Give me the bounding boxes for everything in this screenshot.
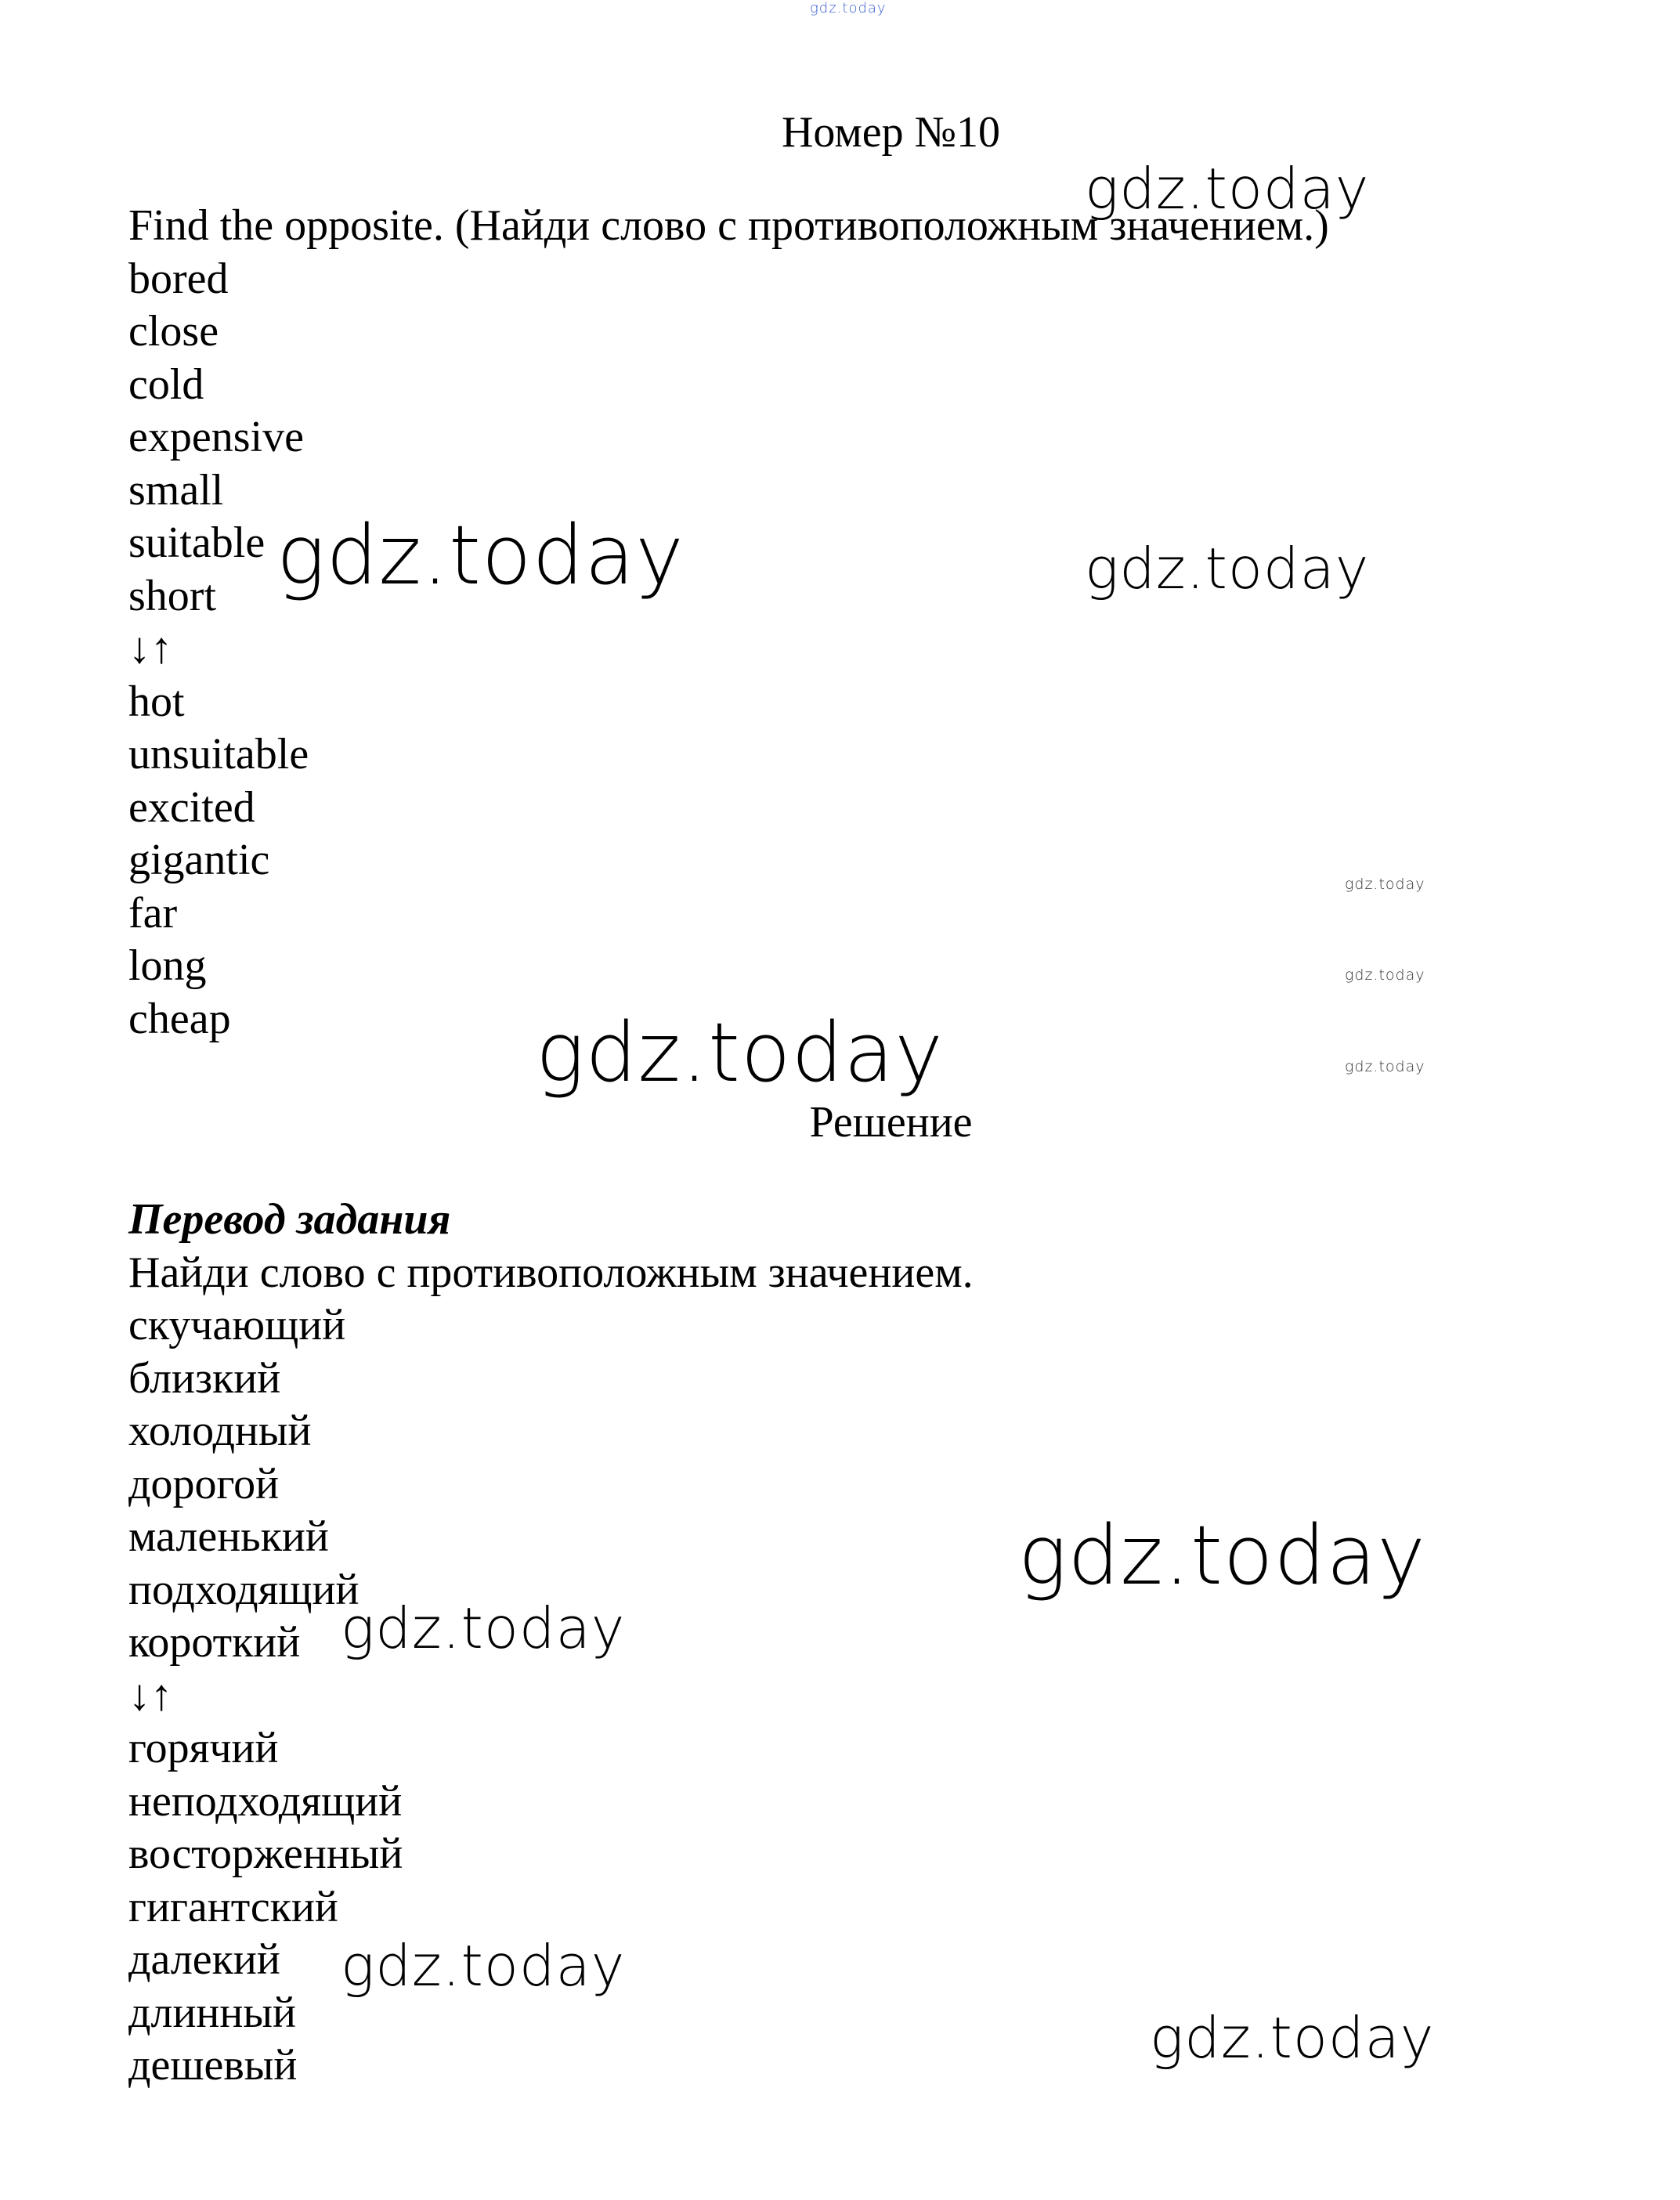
solution-title: Решение bbox=[809, 1098, 973, 1147]
word-item: скучающий bbox=[128, 1301, 346, 1349]
watermark: gdz.today bbox=[341, 1933, 626, 1999]
watermark: gdz.today bbox=[1085, 156, 1370, 222]
opposite-item: восторженный bbox=[128, 1830, 403, 1878]
watermark: gdz.today bbox=[1085, 536, 1370, 601]
opposite-item: unsuitable bbox=[128, 730, 309, 778]
task-block bbox=[128, 200, 1329, 1046]
watermark: gdz.today bbox=[276, 508, 685, 603]
watermark: gdz.today bbox=[1345, 966, 1425, 984]
watermark-top: gdz.today bbox=[810, 0, 887, 16]
opposite-item: gigantic bbox=[128, 836, 270, 884]
opposite-item: excited bbox=[128, 782, 255, 832]
word-item: expensive bbox=[128, 413, 304, 461]
word-item: короткий bbox=[128, 1618, 301, 1667]
opposite-item: гигантский bbox=[128, 1882, 338, 1931]
opposite-item: горячий bbox=[128, 1724, 279, 1772]
opposite-item: long bbox=[128, 941, 207, 990]
word-item: маленький bbox=[128, 1512, 329, 1561]
word-item: short bbox=[128, 571, 216, 620]
task-instruction: Find the opposite. (Найди слово с противоположным значением.) bbox=[128, 201, 1329, 250]
opposite-item: дешевый bbox=[128, 2041, 298, 2090]
watermark: gdz.today bbox=[1345, 876, 1425, 893]
opposite-item: далекий bbox=[128, 1935, 280, 1984]
translation-heading: Перевод задания bbox=[128, 1195, 451, 1244]
word-item: close bbox=[128, 307, 219, 356]
opposite-item: hot bbox=[128, 677, 185, 726]
opposite-item: неподходящий bbox=[128, 1776, 403, 1826]
watermark: gdz.today bbox=[1345, 1058, 1425, 1075]
watermark: gdz.today bbox=[341, 1595, 626, 1661]
word-item: cold bbox=[128, 359, 204, 409]
page-title: Номер №10 bbox=[781, 108, 1001, 157]
word-item: suitable bbox=[128, 518, 266, 567]
word-item: холодный bbox=[128, 1407, 312, 1455]
word-item: bored bbox=[128, 254, 229, 303]
word-item: дорогой bbox=[128, 1459, 280, 1508]
word-item: близкий bbox=[128, 1353, 281, 1403]
watermark: gdz.today bbox=[1150, 2005, 1435, 2071]
arrows-icon: ↓↑ bbox=[128, 624, 172, 673]
watermark: gdz.today bbox=[536, 1005, 944, 1100]
arrows-icon: ↓↑ bbox=[128, 1671, 172, 1720]
word-item: подходящий bbox=[128, 1565, 359, 1614]
word-item: small bbox=[128, 465, 224, 515]
translation-instruction: Найди слово с противоположным значением. bbox=[128, 1248, 974, 1297]
watermark: gdz.today bbox=[1018, 1508, 1426, 1603]
opposite-item: длинный bbox=[128, 1988, 296, 2037]
opposite-item: cheap bbox=[128, 994, 231, 1043]
opposite-item: far bbox=[128, 888, 178, 937]
